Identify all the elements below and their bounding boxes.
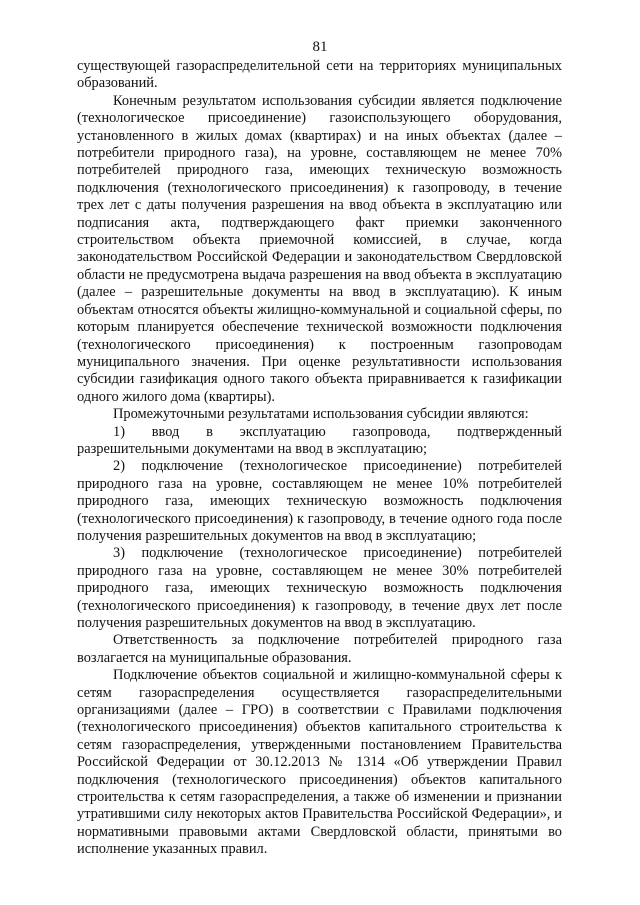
paragraph-continuation: существующей газораспределительной сети на территориях муниципальных образований. xyxy=(77,58,562,92)
paragraph-intermediate-results-intro: Промежуточными результатами использования субсидии являются: xyxy=(113,406,529,423)
list-item-1: 1) ввод в эксплуатацию газопровода, подтвержденный разрешительными документами на ввод в эксплуатацию; xyxy=(77,423,562,457)
page-number: 81 xyxy=(312,39,328,55)
list-item-2: 2) подключение (технологическое присоединение) потребителей природного газа на уровне, составляющем не менее 10% потребителей природного газа, имеющих техническую возможность подключения (технологического присоединения) к газопроводу, в течение одного года после получения разрешительных документов на ввод в эксплуатацию; xyxy=(77,458,562,544)
paragraph-final-result: Конечным результатом использования субсидии является подключение (технологическое присоединение) газоиспользующего оборудования, установленного в жилых домах (квартирах) и на иных объектах (далее – потребители природного газа), на уровне, составляющем не менее 70% потребителей природного газа, имеющих техническую возможность подключения (технологического присоединения) к газопроводу, в течение трех лет с даты получения разрешения на ввод объекта в эксплуатацию или подписания акта, подтверждающего факт приемки законченного строительством объекта приемочной комиссией, в случае, когда законодательством Российской Федерации и законодательством Свердловской области не предусмотрена выдача разрешения на ввод объекта в эксплуатацию (далее – разрешительные документы на ввод в эксплуатацию). К иным объектам относятся объекты жилищно-коммунальной и социальной сферы, по которым планируется обеспечение технической возможности подключения (технологического присоединения) к построенным газопроводам муниципального значения. При оценке результативности использования субсидии газификация одного такого объекта приравнивается к газификации одного жилого дома (квартиры). xyxy=(77,92,562,405)
document-body xyxy=(77,58,562,859)
list-item-3: 3) подключение (технологическое присоединение) потребителей природного газа на уровне, составляющем не менее 30% потребителей природного газа, имеющих техническую возможность подключения (технологического присоединения) к газопроводу, в течение двух лет после получения разрешительных документов на ввод в эксплуатацию. xyxy=(77,545,562,631)
paragraph-responsibility: Ответственность за подключение потребителей природного газа возлагается на муниципальные образования. xyxy=(77,632,562,666)
paragraph-connection-rules: Подключение объектов социальной и жилищно-коммунальной сферы к сетям газораспределения осуществляется газораспределительными организациями (далее – ГРО) в соответствии с Правилами подключения (технологического присоединения) объектов капитального строительства к сетям газораспределения, утвержденными постановлением Правительства Российской Федерации от 30.12.2013 № 1314 «Об утверждении Правил подключения (технологического присоединения) объектов капитального строительства к сетям газораспределения, а также об изменении и признании утратившими силу некоторых актов Правительства Российской Федерации», и нормативными правовыми актами Свердловской области, принятыми во исполнение указанных правил. xyxy=(77,667,562,858)
